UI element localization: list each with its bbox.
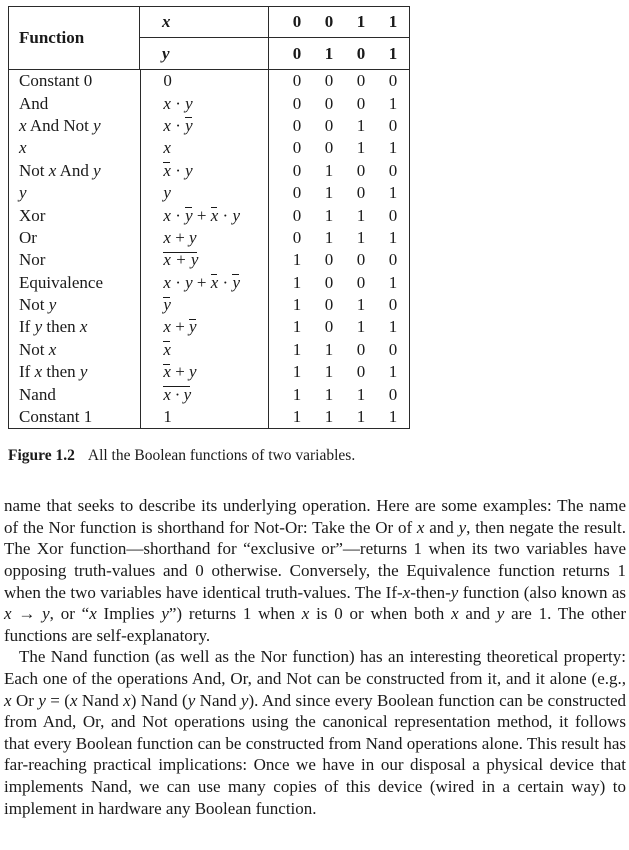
text-segment: · (170, 93, 186, 113)
text-segment: y (42, 604, 50, 624)
text-segment: 0 (163, 71, 172, 91)
text-segment: x (163, 138, 171, 158)
text-segment: Constant 0 (19, 71, 93, 91)
truth-value: 0 (292, 71, 302, 91)
text-segment: Not (19, 295, 49, 315)
function-name-cell (9, 272, 141, 294)
text-segment: x (163, 362, 171, 382)
truth-values-cell (269, 383, 409, 405)
truth-value: 0 (292, 183, 302, 203)
text-segment: + (192, 272, 211, 292)
truth-value: 0 (324, 115, 334, 135)
table-row (9, 92, 409, 114)
truth-value: 1 (292, 384, 302, 404)
truth-value: 0 (388, 339, 398, 359)
text-segment: Nand (19, 384, 56, 404)
text-segment: And Not (26, 115, 94, 135)
text-segment: y (496, 604, 505, 624)
text-segment: Not (19, 339, 49, 359)
truth-value: 1 (388, 138, 398, 158)
truth-value: 0 (388, 384, 398, 404)
function-name-cell (9, 339, 141, 361)
x-truth-values (269, 7, 409, 37)
text-segment: x (89, 604, 97, 624)
text-segment: x + y (163, 250, 199, 270)
truth-value: 1 (292, 407, 302, 427)
text-segment: + (170, 317, 190, 337)
truth-value: 0 (356, 71, 366, 91)
text-segment: y (185, 115, 193, 135)
table-row (9, 339, 409, 361)
function-name-cell (9, 160, 141, 182)
table-row (9, 227, 409, 249)
formula-cell (141, 182, 269, 204)
text-segment: are 1. The other functions are self-explanatory. (4, 604, 626, 645)
text-segment: y (185, 160, 193, 180)
text-segment: y (240, 690, 249, 710)
text-segment: x (163, 339, 171, 359)
truth-value: 0 (388, 160, 398, 180)
text-segment: x (163, 115, 171, 135)
truth-values-cell (269, 227, 409, 249)
text-segment: And (19, 93, 49, 113)
text-segment: y (79, 362, 88, 382)
text-segment: y (163, 295, 171, 315)
table-row (9, 361, 409, 383)
truth-value: 0 (356, 250, 366, 270)
text-segment: Nand (195, 690, 241, 710)
truth-values-cell (269, 70, 409, 92)
truth-values-cell (269, 160, 409, 182)
text-segment: function (also known as (458, 582, 626, 602)
text-segment: y (48, 295, 57, 315)
function-name-cell (9, 204, 141, 226)
truth-value: 1 (324, 384, 334, 404)
text-segment: y (458, 517, 467, 537)
truth-value: 0 (324, 93, 334, 113)
text-segment: is 0 or when both (309, 604, 452, 624)
text-segment: x (163, 93, 171, 113)
function-name-cell (9, 294, 141, 316)
truth-value: 0 (356, 339, 366, 359)
formula-cell (141, 70, 269, 92)
text-segment: y (163, 183, 171, 203)
truth-values-cell (269, 339, 409, 361)
truth-value: 1 (324, 43, 334, 63)
text-segment: y (189, 362, 197, 382)
body-text (4, 495, 626, 819)
text-segment: x (19, 138, 27, 158)
text-segment: y (161, 604, 169, 624)
truth-value: 1 (292, 317, 302, 337)
formula-cell (141, 361, 269, 383)
truth-value: 0 (292, 205, 302, 225)
header-row-x (140, 7, 409, 38)
text-segment: x (48, 160, 57, 180)
function-name-cell (9, 115, 141, 137)
text-segment: Or (19, 227, 37, 247)
text-segment: x (79, 317, 88, 337)
header-variable-rows (140, 7, 409, 69)
text-segment: · (170, 115, 186, 135)
formula-cell (141, 339, 269, 361)
truth-value: 0 (356, 160, 366, 180)
function-name-cell (9, 92, 141, 114)
text-segment: Implies (96, 604, 162, 624)
truth-value: 1 (324, 339, 334, 359)
text-segment: then (42, 317, 80, 337)
truth-value: 0 (356, 43, 366, 63)
text-segment: y (38, 690, 46, 710)
function-name-cell (9, 137, 141, 159)
text-segment: x (402, 582, 411, 602)
truth-value: 1 (356, 227, 366, 247)
truth-value: 1 (388, 183, 398, 203)
table-row (9, 160, 409, 182)
truth-value: 1 (292, 250, 302, 270)
formula-cell (141, 406, 269, 428)
text-segment: y (185, 272, 193, 292)
table-row (9, 272, 409, 294)
text-segment: Or (11, 690, 39, 710)
text-segment: x · y (163, 384, 192, 404)
truth-values-cell (269, 361, 409, 383)
text-segment: y (187, 690, 196, 710)
header-function-label: Function (9, 7, 140, 69)
table-row (9, 182, 409, 204)
truth-value: 1 (324, 183, 334, 203)
truth-values-cell (269, 137, 409, 159)
truth-value: 0 (356, 93, 366, 113)
text-segment: x (163, 272, 171, 292)
paragraph (4, 495, 626, 646)
truth-value: 0 (324, 250, 334, 270)
truth-value: 1 (388, 317, 398, 337)
text-segment: x (19, 115, 27, 135)
truth-values-cell (269, 249, 409, 271)
truth-value: 0 (388, 115, 398, 135)
text-segment: x (123, 690, 131, 710)
text-segment: · (218, 205, 233, 225)
text-segment: then (42, 362, 80, 382)
truth-value: 1 (356, 205, 366, 225)
text-segment: ”) returns 1 when (168, 604, 302, 624)
text-segment: name that seeks to describe its underlying operation. Here are some examples: The name of the Nor function is shorthand for Not-Or: Take the Or of (4, 496, 626, 537)
formula-cell (141, 272, 269, 294)
truth-value: 0 (324, 12, 334, 31)
truth-value: 1 (356, 317, 366, 337)
function-name-cell (9, 383, 141, 405)
text-segment: + (170, 362, 190, 382)
text-segment: x (163, 205, 171, 225)
figure-1-2 (4, 6, 629, 465)
table-row (9, 115, 409, 137)
truth-value: 0 (388, 295, 398, 315)
truth-value: 0 (324, 272, 334, 292)
truth-value: 0 (292, 227, 302, 247)
truth-values-cell (269, 115, 409, 137)
table-row (9, 406, 409, 428)
truth-value: 0 (292, 12, 302, 31)
truth-values-cell (269, 294, 409, 316)
text-segment: x (451, 604, 459, 624)
table-row (9, 383, 409, 405)
formula-cell (141, 316, 269, 338)
truth-value: 0 (292, 115, 302, 135)
text-segment: Nand (77, 690, 124, 710)
text-segment: · (170, 272, 186, 292)
text-segment: y (450, 582, 459, 602)
paragraph (4, 646, 626, 819)
table-row (9, 294, 409, 316)
truth-value: 1 (292, 362, 302, 382)
truth-value: 0 (388, 205, 398, 225)
formula-cell (141, 204, 269, 226)
text-segment: x (210, 205, 219, 225)
truth-value: 0 (388, 71, 398, 91)
truth-values-cell (269, 316, 409, 338)
y-variable-label: y (140, 38, 269, 69)
truth-value: 1 (292, 272, 302, 292)
text-segment: x (48, 339, 57, 359)
truth-value: 1 (292, 339, 302, 359)
truth-value: 1 (324, 227, 334, 247)
truth-value: 1 (388, 227, 398, 247)
truth-value: 1 (356, 12, 366, 31)
truth-value: 1 (388, 272, 398, 292)
function-name-cell (9, 406, 141, 428)
header-row-y (140, 38, 409, 69)
formula-cell (141, 115, 269, 137)
text-segment: y (19, 183, 27, 203)
text-segment: x (4, 604, 12, 624)
text-segment: x (34, 362, 43, 382)
truth-value: 0 (292, 138, 302, 158)
formula-cell (141, 137, 269, 159)
text-segment: y (232, 205, 241, 225)
truth-values-cell (269, 204, 409, 226)
table-row (9, 316, 409, 338)
text-segment: Constant 1 (19, 407, 93, 427)
text-segment: If (19, 317, 35, 337)
figure-caption (8, 447, 629, 465)
text-segment: + (170, 227, 190, 247)
y-truth-values (269, 38, 409, 69)
truth-table (8, 6, 410, 429)
figure-caption-text: All the Boolean functions of two variables. (87, 447, 356, 465)
formula-cell (141, 160, 269, 182)
text-segment: x (4, 690, 12, 710)
truth-value: 1 (356, 384, 366, 404)
truth-values-cell (269, 272, 409, 294)
text-segment: If (19, 362, 35, 382)
text-segment: x (163, 227, 171, 247)
table-header (9, 7, 409, 70)
text-segment: x (301, 604, 310, 624)
function-name-cell (9, 316, 141, 338)
text-segment: y (232, 272, 241, 292)
table-row (9, 70, 409, 92)
text-segment: y (185, 93, 193, 113)
text-segment: The Nand function (as well as the Nor function) has an interesting theoretical property: Each one of the operations And, Or, and Not can be constructed from it, and it alone (e.g., (4, 647, 626, 688)
text-segment: → (11, 604, 43, 624)
truth-value: 1 (388, 362, 398, 382)
truth-value: 1 (388, 12, 398, 31)
truth-value: 1 (324, 205, 334, 225)
truth-value: 0 (324, 71, 334, 91)
truth-value: 1 (324, 160, 334, 180)
text-segment: y (34, 317, 43, 337)
text-segment: Equivalence (19, 272, 104, 292)
truth-value: 0 (356, 272, 366, 292)
text-segment: Nor (19, 250, 46, 270)
text-segment: -then- (410, 582, 451, 602)
text-segment: ). And since every Boolean function can be constructed from And, Or, and Not operations using the canonical representation method, it follows that every Boolean function can be constructed from Nand operations alone. This result has far-reaching practical implications: Once we have in our disposal a physical device that implements Nand, we can use many copies of this device (wired in a certain way) to implement in hardware any Boolean function. (4, 690, 627, 818)
truth-value: 0 (324, 295, 334, 315)
text-segment: x (163, 160, 171, 180)
truth-value: 1 (388, 407, 398, 427)
truth-value: 1 (324, 362, 334, 382)
text-segment: Xor (19, 205, 46, 225)
truth-value: 0 (388, 250, 398, 270)
truth-value: 0 (292, 160, 302, 180)
text-segment: y (189, 227, 197, 247)
formula-cell (141, 92, 269, 114)
text-segment: x (163, 317, 171, 337)
text-segment: · (218, 272, 233, 292)
truth-value: 1 (292, 295, 302, 315)
text-segment: · (170, 160, 186, 180)
text-segment: y (185, 205, 193, 225)
truth-value: 0 (324, 317, 334, 337)
function-name-cell (9, 249, 141, 271)
truth-value: 1 (388, 43, 398, 63)
text-segment: x (210, 272, 219, 292)
truth-values-cell (269, 182, 409, 204)
x-variable-label: x (140, 7, 269, 37)
text-segment: and (458, 604, 497, 624)
function-name-cell (9, 182, 141, 204)
truth-value: 0 (292, 43, 302, 63)
function-name-cell (9, 227, 141, 249)
truth-value: 0 (324, 138, 334, 158)
truth-value: 0 (356, 362, 366, 382)
function-name-cell (9, 70, 141, 92)
table-row (9, 249, 409, 271)
truth-value: 0 (292, 93, 302, 113)
truth-value: 1 (356, 115, 366, 135)
truth-value: 0 (356, 183, 366, 203)
text-segment: and (424, 517, 459, 537)
formula-cell (141, 249, 269, 271)
text-segment: , or “ (49, 604, 90, 624)
truth-value: 1 (324, 407, 334, 427)
text-segment: y (189, 317, 197, 337)
text-segment: ) Nand ( (130, 690, 188, 710)
figure-caption-label: Figure 1.2 (8, 447, 75, 465)
truth-value: 1 (356, 295, 366, 315)
truth-value: 1 (356, 407, 366, 427)
text-segment: · (170, 205, 186, 225)
function-name-cell (9, 361, 141, 383)
table-body (9, 70, 409, 428)
formula-cell (141, 227, 269, 249)
text-segment: 1 (163, 407, 172, 427)
truth-value: 1 (388, 93, 398, 113)
table-row (9, 137, 409, 159)
text-segment: , then negate the result. The Xor function—shorthand for “exclusive or”—returns 1 when its two variables have opposing truth-values and 0 otherwise. Conversely, the Equivalence function returns 1 when the two variables have identical truth-values. The If- (4, 517, 626, 602)
text-segment: + (192, 205, 211, 225)
text-segment: x (416, 517, 425, 537)
truth-values-cell (269, 406, 409, 428)
formula-cell (141, 294, 269, 316)
text-segment: y (93, 115, 101, 135)
text-segment: x (69, 690, 78, 710)
formula-cell (141, 383, 269, 405)
truth-values-cell (269, 92, 409, 114)
table-row (9, 204, 409, 226)
text-segment: And (56, 160, 94, 180)
text-segment: = ( (45, 690, 70, 710)
text-segment: y (93, 160, 101, 180)
text-segment: Not (19, 160, 49, 180)
truth-value: 1 (356, 138, 366, 158)
